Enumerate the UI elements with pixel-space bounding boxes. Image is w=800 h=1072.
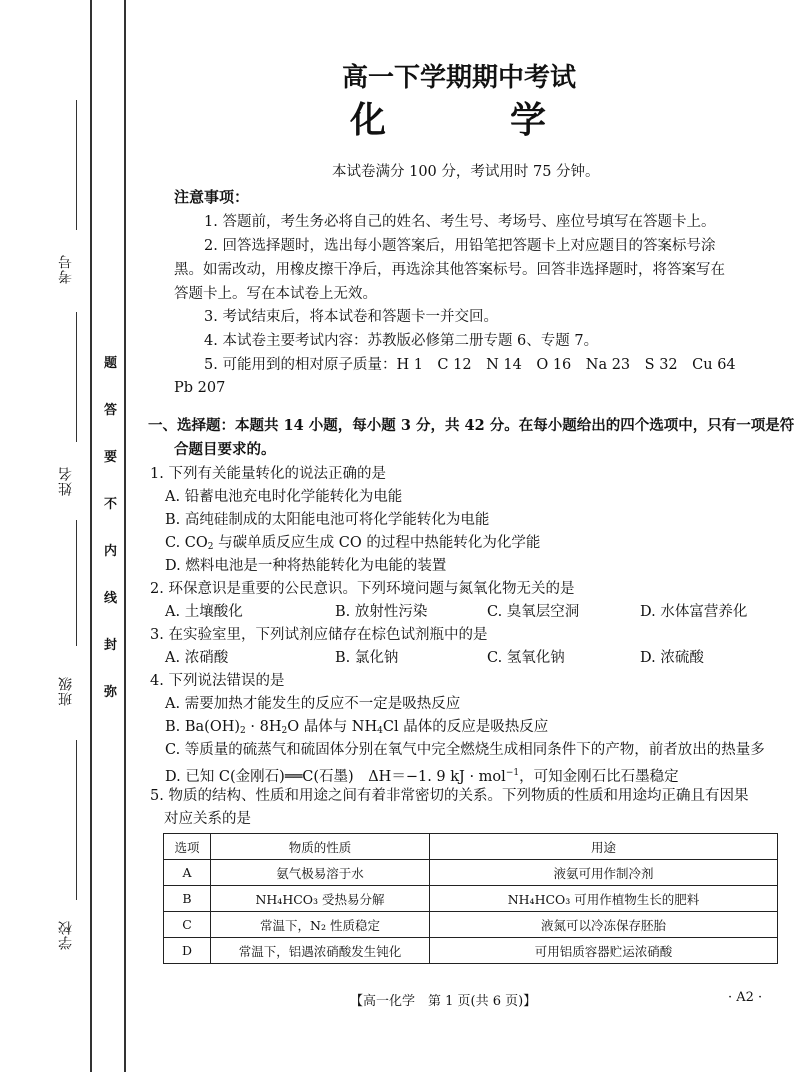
table-cell: B [164,886,211,912]
q2-option-d: D. 水体富营养化 [640,604,748,620]
q4-option-b: B. $Ba(OH)_2 \cdot 8H_2O$ 晶体与 $NH_4Cl$ 晶体的反应是吸热反应 [165,719,549,736]
q4-option-d: D. 已知 C(金刚石)══C(石墨) ΔH＝−1. 9 kJ · mol$^{-1}$，可知金刚石比石墨稳定 [165,768,679,785]
q3-option-d: D. 浓硫酸 [640,650,704,666]
notice-item: 答题卡上。写在本试卷上无效。 [174,286,377,302]
table-cell: 液氮可以冷冻保存胚胎 [430,912,778,938]
table-header: 用途 [430,834,778,860]
name-label: 姓名 [58,466,74,496]
q3-option-b: B. 氯化钠 [335,650,399,666]
q1-option-d: D. 燃料电池是一种将热能转化为电能的装置 [165,558,447,574]
q1-option-c: C. $CO_2$ 与碳单质反应生成 CO 的过程中热能转化为化学能 [165,535,541,552]
q3-option-a: A. 浓硝酸 [165,650,229,666]
table-cell: 可用铝质容器贮运浓硝酸 [430,938,778,964]
q4-option-a: A. 需要加热才能发生的反应不一定是吸热反应 [165,696,461,712]
notice-item: Pb 207 [174,380,226,396]
q3-option-c: C. 氢氧化钠 [487,650,565,666]
exam-title: 高一下学期期中考试 [341,63,576,93]
notice-item: 5. 可能用到的相对原子质量：H 1 C 12 N 14 O 16 Na 23 S 32 Cu 64 [204,357,736,373]
seal-char: 不 [104,497,118,512]
paper-code: · A2 · [728,990,763,1005]
seal-char: 线 [104,591,118,606]
q5-options-table [163,833,778,964]
q1-option-a: A. 铅蓄电池充电时化学能转化为电能 [165,489,403,505]
table-cell: 液氨可用作制冷剂 [430,860,778,886]
question-3-stem: 3. 在实验室里，下列试剂应储存在棕色试剂瓶中的是 [150,627,488,643]
school-underline [76,740,77,900]
notice-item: 1. 答题前，考生务必将自己的姓名、考生号、考场号、座位号填写在答题卡上。 [204,214,716,230]
section-heading: 一、选择题：本题共 14 小题，每小题 3 分，共 42 分。在每小题给出的四个选项中，只有一项是符 [148,417,795,434]
table-header: 物质的性质 [211,834,430,860]
table-row [164,860,778,886]
class-underline [76,520,77,646]
binding-line-outer [90,0,92,1072]
notice-item: 黑。如需改动，用橡皮擦干净后，再选涂其他答案标号。回答非选择题时，将答案写在 [174,262,725,278]
table-cell: C [164,912,211,938]
table-cell: 常温下，铝遇浓硝酸发生钝化 [211,938,430,964]
question-1-stem: 1. 下列有关能量转化的说法正确的是 [150,466,386,482]
notice-heading: 注意事项： [174,188,250,206]
exam-no-label: 考号 [58,254,74,284]
seal-char: 弥 [104,685,118,700]
notice-item: 3. 考试结束后，将本试卷和答题卡一并交回。 [204,309,498,325]
table-cell: NH₄HCO₃ 可用作植物生长的肥料 [430,886,778,912]
section-heading-cont: 合题目要求的。 [174,441,276,458]
subject-title: 化 学 [349,99,590,141]
table-cell: D [164,938,211,964]
table-cell: A [164,860,211,886]
name-underline [76,312,77,442]
table-row [164,912,778,938]
class-label: 班级 [58,676,74,706]
exam-info: 本试卷满分 100 分，考试用时 75 分钟。 [332,164,600,180]
q1-option-b: B. 高纯硅制成的太阳能电池可将化学能转化为电能 [165,512,490,528]
question-5-stem: 5. 物质的结构、性质和用途之间有着非常密切的关系。下列物质的性质和用途均正确且有因果 [150,788,749,804]
binding-line-inner [124,0,126,1072]
seal-char: 封 [104,638,118,653]
school-label: 学校 [58,920,74,950]
q2-option-c: C. 臭氧层空洞 [487,604,580,620]
seal-char: 要 [104,450,118,465]
q2-option-a: A. 土壤酸化 [165,604,243,620]
seal-char: 题 [104,356,118,371]
table-row [164,886,778,912]
table-cell: 常温下，N₂ 性质稳定 [211,912,430,938]
notice-item: 2. 回答选择题时，选出每小题答案后，用铅笔把答题卡上对应题目的答案标号涂 [204,238,716,254]
table-cell: 氨气极易溶于水 [211,860,430,886]
notice-item: 4. 本试卷主要考试内容：苏教版必修第二册专题 6、专题 7。 [204,333,599,349]
table-row [164,938,778,964]
question-2-stem: 2. 环保意识是重要的公民意识。下列环境问题与氮氧化物无关的是 [150,581,575,597]
seal-char: 答 [104,403,118,418]
table-cell: NH₄HCO₃ 受热易分解 [211,886,430,912]
seal-char: 内 [104,544,118,559]
page-footer: 【高一化学 第 1 页(共 6 页)】 [350,994,537,1009]
table-header: 选项 [164,834,211,860]
q4-option-c: C. 等质量的硫蒸气和硫固体分别在氧气中完全燃烧生成相同条件下的产物，前者放出的热量多 [165,742,765,758]
question-4-stem: 4. 下列说法错误的是 [150,673,285,689]
question-5-stem-cont: 对应关系的是 [164,811,251,827]
table-header-row [164,834,778,860]
q2-option-b: B. 放射性污染 [335,604,428,620]
